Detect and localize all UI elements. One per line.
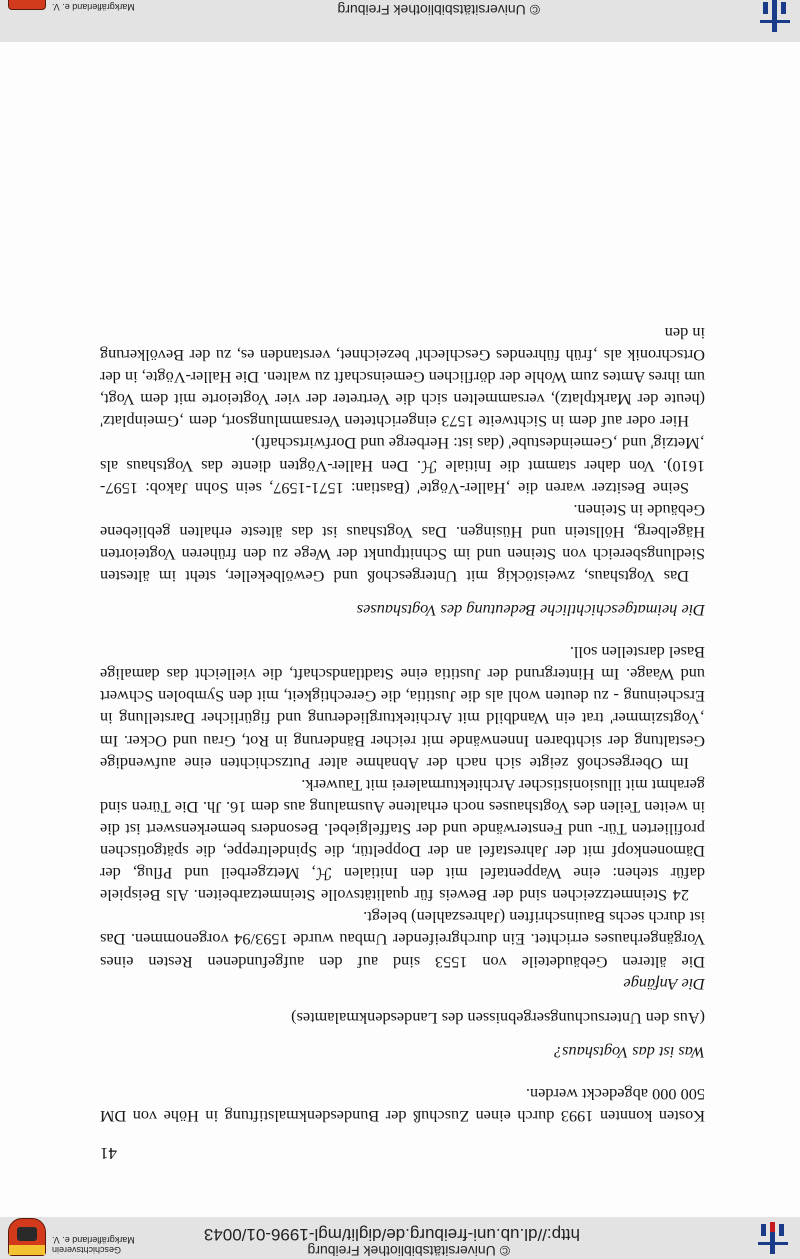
source-url[interactable]: http://dl.ub.uni-freiburg.de/diglit/mgl-1996-01/0043	[203, 1225, 580, 1244]
paragraph-owners: Seine Besitzer waren die ‚Haller-Vögte' (Bastian: 1571-1597, sein Sohn Jakob: 1597-1610). Von daher stammt die Initiale ℋ. Den Haller-Vögten diente das Vogtshaus als ‚Metzig' und ‚Gemeindestube' (das ist: Herberge und Dorfwirtschaft).	[100, 434, 705, 498]
paragraph-stonemason-marks: 24 Steinmetzzeichen sind der Beweis für qualitätsvolle Steinmetzarbeiten. Als Beispiele dafür stehen: eine Wappentafel mit den Initialen ℋ, Metzgerbeil und Pflug, der Dämonenkopf mit der Jahrestafel an der Doppeltür, die Spindeltreppe, die spätgotischen profilierten Tür- und Fensterwände und der Staffelgiebel. Besonders bemerkenswert ist die in weiten Teilen des Vogtshauses noch erhaltene Ausmalung aus dem 16. Jh. Die Türen sind gerahmt mit illusionistischer Architekturmalerei mit Tauwerk.	[100, 775, 705, 906]
subheading-source: (Aus den Untersuchungsergebnissen des Landesdenkmalamtes)	[291, 1008, 705, 1028]
footer-bar	[0, 0, 800, 42]
footer-crest-icon	[8, 0, 46, 10]
heading-beginnings: Die Anfänge	[623, 974, 705, 994]
heading-what-is-vogtshaus: Was ist das Vogtshaus?	[554, 1042, 705, 1062]
paragraph-intro: Kosten konnten 1993 durch einen Zuschuß der Bundesdenkmalstiftung in Höhe von DM 500 000 abgedeckt werden.	[100, 1084, 705, 1126]
society-name	[52, 1235, 160, 1255]
paragraph-upper-floor: Im Obergeschoß zeigte sich nach der Abnahme alter Putzschichten eine aufwendige Gestaltung der sichtbaren Innenwände mit reicher Bänderung in Rot, Grau und Ocker. Im ‚Vogtszimmer' trat ein Wandbild mit Architekturgliederung und figürlicher Darstellung in Erscheinung - zu deuten wohl als die Justitia, die Gerechtigkeit, mit den Symbolen Schwert und Waage. Im Hintergrund der Justitia eine Stadtlandschaft, die vielleicht das damalige Basel darstellen soll.	[100, 643, 705, 773]
society-crest-icon	[8, 1218, 46, 1256]
page-number: 41	[100, 1144, 117, 1163]
paragraph-assembly: Hier oder auf dem in Sichtweite 1573 eingerichteten Versammlungsort, dem ‚Gmeinplatz' (heute der Marktplatz), versammelten sich die Vertreter der vier Vogteiorte mit dem Vogt, um ihres Amtes zum Wohle der dörflichen Gemeinschaft zu walten. Die Haller-Vögte, in der Ortschronik als ‚früh führendes Geschlecht' bezeichnet, verstanden es, zu der Bevölkerung in den	[100, 324, 705, 432]
paragraph-older-parts: Die älteren Gebäudeteile von 1553 sind auf den aufgefundenen Resten eines Vorgängerhauses errichtet. Ein durchgreifender Umbau wurde 1593/94 vorgenommen. Das ist durch sechs Bauinschriften (Jahreszahlen) belegt.	[100, 908, 705, 972]
society-line-2: Markgräflerland e. V.	[52, 1235, 135, 1245]
society-line-1: Geschichtsverein	[52, 1245, 122, 1255]
copyright-text: © Universitätsbibliothek Freiburg	[307, 1243, 510, 1259]
spacer	[100, 587, 705, 599]
heading-historical-significance: Die heimatgeschichtliche Bedeutung des Vogtshauses	[356, 601, 705, 621]
university-library-logo-icon-footer	[760, 0, 790, 32]
university-library-logo-icon	[758, 1222, 788, 1254]
paragraph-vogtshaus-description: Das Vogtshaus, zweistöckig mit Untergeschoß und Gewölbekeller, steht im ältesten Siedlungsbereich von Steinen und im Schnittpunkt der Wege zu den früheren Vogteiorten Hägelberg, Höllstein und Hüsingen. Das Vogtshaus ist das älteste erhalten gebliebene Gebäude in Steinen.	[100, 500, 705, 587]
header-bar	[0, 1217, 800, 1259]
spacer	[100, 1063, 705, 1083]
footer-copyright: © Universitätsbibliothek Freiburg	[337, 2, 540, 18]
spacer	[100, 621, 705, 641]
spacer	[100, 1029, 705, 1041]
footer-society: Markgräflerland e. V.	[52, 2, 135, 12]
spacer	[100, 995, 705, 1007]
text-column	[100, 322, 705, 1127]
